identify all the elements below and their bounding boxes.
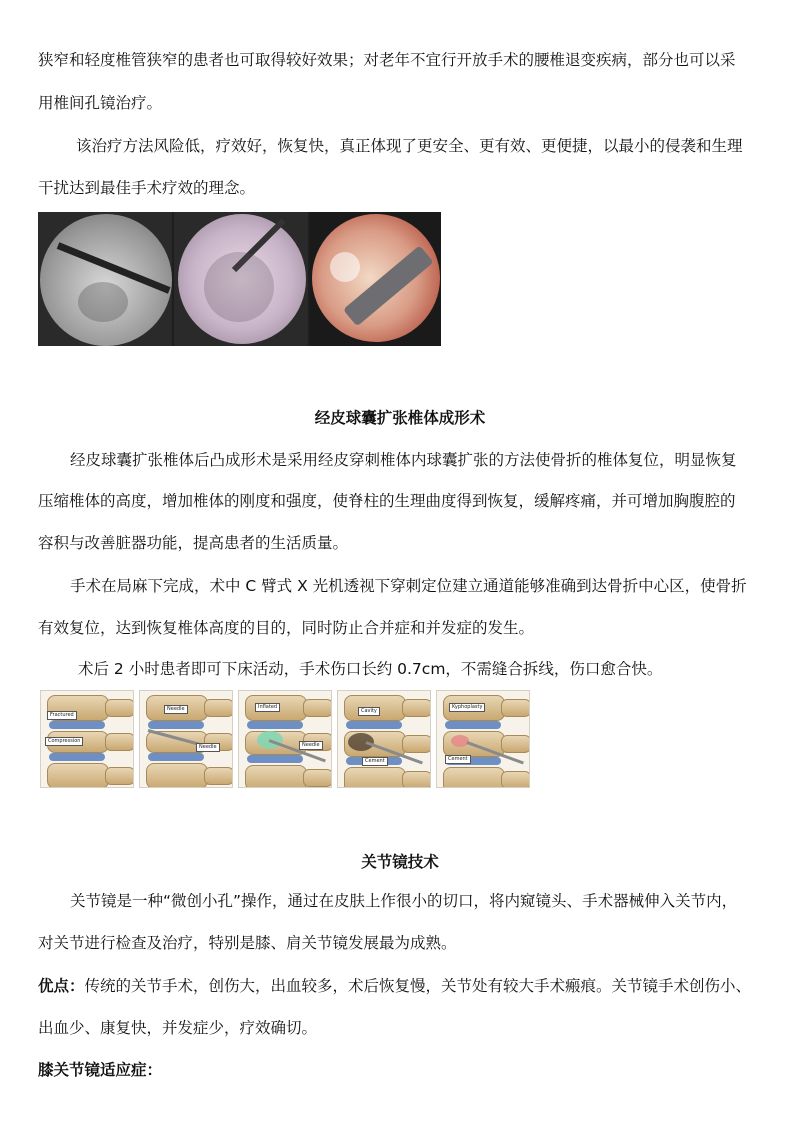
knee-indications-heading: 膝关节镜适应症： xyxy=(38,1061,163,1079)
endoscope-view-image xyxy=(310,212,441,346)
section-heading: 关节镜技术 xyxy=(361,853,439,871)
section-heading: 经皮球囊扩张椎体成形术 xyxy=(314,409,486,427)
body-text-line: 手术在局麻下完成，术中 C 臂式 X 光机透视下穿刺定位建立通道能够准确到达骨折中心区，使骨折 xyxy=(70,577,747,595)
body-text-line: 干扰达到最佳手术疗效的理念。 xyxy=(38,179,256,197)
body-text-line: 术后 2 小时患者即可下床活动，手术伤口长约 0.7cm，不需缝合拆线，伤口愈合快。 xyxy=(78,660,663,678)
kyphoplasty-step-4-illustration: Cavity Cement xyxy=(337,690,431,788)
kyphoplasty-step-2-illustration: Needle Needle xyxy=(139,690,233,788)
advantages-label: 优点： xyxy=(38,977,85,995)
kyphoplasty-step-1-illustration: Fractured Compression xyxy=(40,690,134,788)
body-text-line: 该治疗方法风险低，疗效好，恢复快，真正体现了更安全、更有效、更便捷，以最小的侵袭和生理 xyxy=(76,137,743,155)
body-text-line: 有效复位，达到恢复椎体高度的目的，同时防止合并症和并发症的发生。 xyxy=(38,619,535,637)
body-text-line: 用椎间孔镜治疗。 xyxy=(38,94,163,112)
kyphoplasty-step-3-illustration: Inflated Needle xyxy=(238,690,332,788)
fluoroscopy-image-2 xyxy=(174,212,308,346)
body-text-line: 对关节进行检查及治疗，特别是膝、肩关节镜发展最为成熟。 xyxy=(38,934,457,952)
body-text-line: 容积与改善脏器功能，提高患者的生活质量。 xyxy=(38,534,349,552)
kyphoplasty-step-5-illustration: Kyphoplasty Cement xyxy=(436,690,530,788)
body-text-line: 狭窄和轻度椎管狭窄的患者也可取得较好效果；对老年不宜行开放手术的腰椎退变疾病，部分也可以采 xyxy=(38,51,736,69)
body-text-line: 关节镜是一种“微创小孔”操作，通过在皮肤上作很小的切口，将内窥镜头、手术器械伸入关节内， xyxy=(70,892,738,910)
body-text-line: 经皮球囊扩张椎体后凸成形术是采用经皮穿刺椎体内球囊扩张的方法使骨折的椎体复位，明显恢复 xyxy=(70,451,737,469)
kyphoplasty-illustration-strip xyxy=(40,690,532,788)
advantages-text: 传统的关节手术，创伤大，出血较多，术后恢复慢，关节处有较大手术瘢痕。关节镜手术创伤小、 xyxy=(84,977,752,995)
fluoroscopy-image-1 xyxy=(38,212,172,346)
body-text-line xyxy=(38,976,751,996)
body-text-line: 压缩椎体的高度，增加椎体的刚度和强度，使脊柱的生理曲度得到恢复，缓解疼痛，并可增加胸腹腔的 xyxy=(38,492,736,510)
endoscopy-image-strip xyxy=(38,212,441,346)
body-text-line: 出血少、康复快，并发症少，疗效确切。 xyxy=(38,1019,318,1037)
